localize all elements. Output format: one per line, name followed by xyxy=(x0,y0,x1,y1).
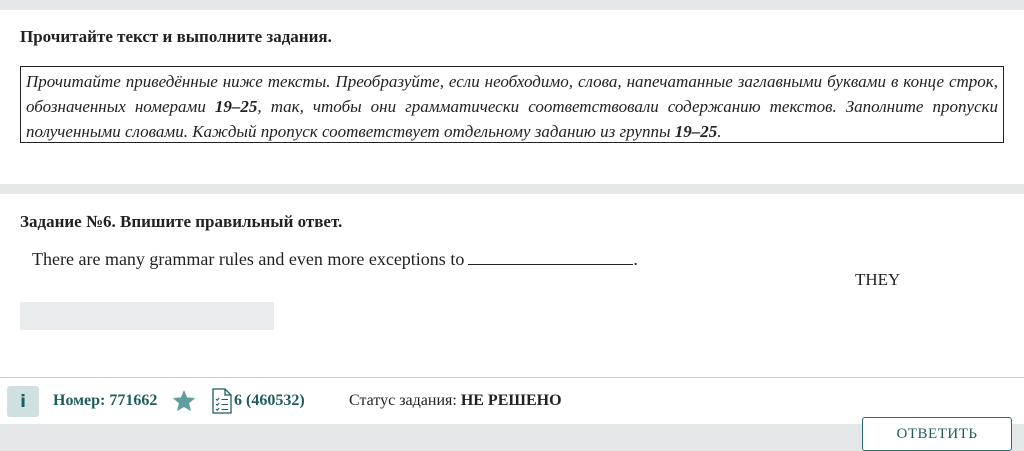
submit-button[interactable]: ОТВЕТИТЬ xyxy=(862,417,1012,451)
status-value: НЕ РЕШЕНО xyxy=(460,392,562,409)
instructions-heading: Прочитайте текст и выполните задания. xyxy=(20,27,332,46)
instructions-text-2: , так, чтобы они грамматически соответствовали содержанию текстов. Заполните пропуски полученными словами. Каждый пропуск соответствует отдельному заданию из группы xyxy=(26,97,998,141)
task-number: Номер: 771662 xyxy=(53,392,158,409)
task-status xyxy=(349,392,562,410)
instructions-range-1: 19–25 xyxy=(214,97,258,116)
task-keyword: THEY xyxy=(855,270,901,289)
task-sentence xyxy=(32,249,638,270)
instructions-box xyxy=(20,66,1004,143)
document-list-icon xyxy=(212,388,232,414)
task-sentence-end: . xyxy=(633,249,638,269)
task-panel xyxy=(0,194,1024,424)
top-strip xyxy=(0,0,1024,10)
task-blank xyxy=(468,249,633,265)
task-sentence-text: There are many grammar rules and even more exceptions to xyxy=(32,249,465,269)
task-heading: Задание №6. Впишите правильный ответ. xyxy=(20,212,343,231)
status-label: Статус задания: xyxy=(349,392,457,409)
instructions-text-1: Прочитайте приведённые ниже тексты. Преобразуйте, если необходимо, слова, напечатанные заглавными буквами в конце строк, обозначенных номерами xyxy=(26,72,998,116)
star-icon[interactable] xyxy=(171,388,197,414)
info-icon[interactable]: i xyxy=(7,386,39,417)
answer-input[interactable] xyxy=(20,302,274,330)
instructions-range-2: 19–25 xyxy=(674,122,718,141)
instructions-panel xyxy=(0,10,1024,184)
instructions-text-3: . xyxy=(717,122,722,141)
variant-link[interactable]: 6 (460532) xyxy=(234,392,305,409)
